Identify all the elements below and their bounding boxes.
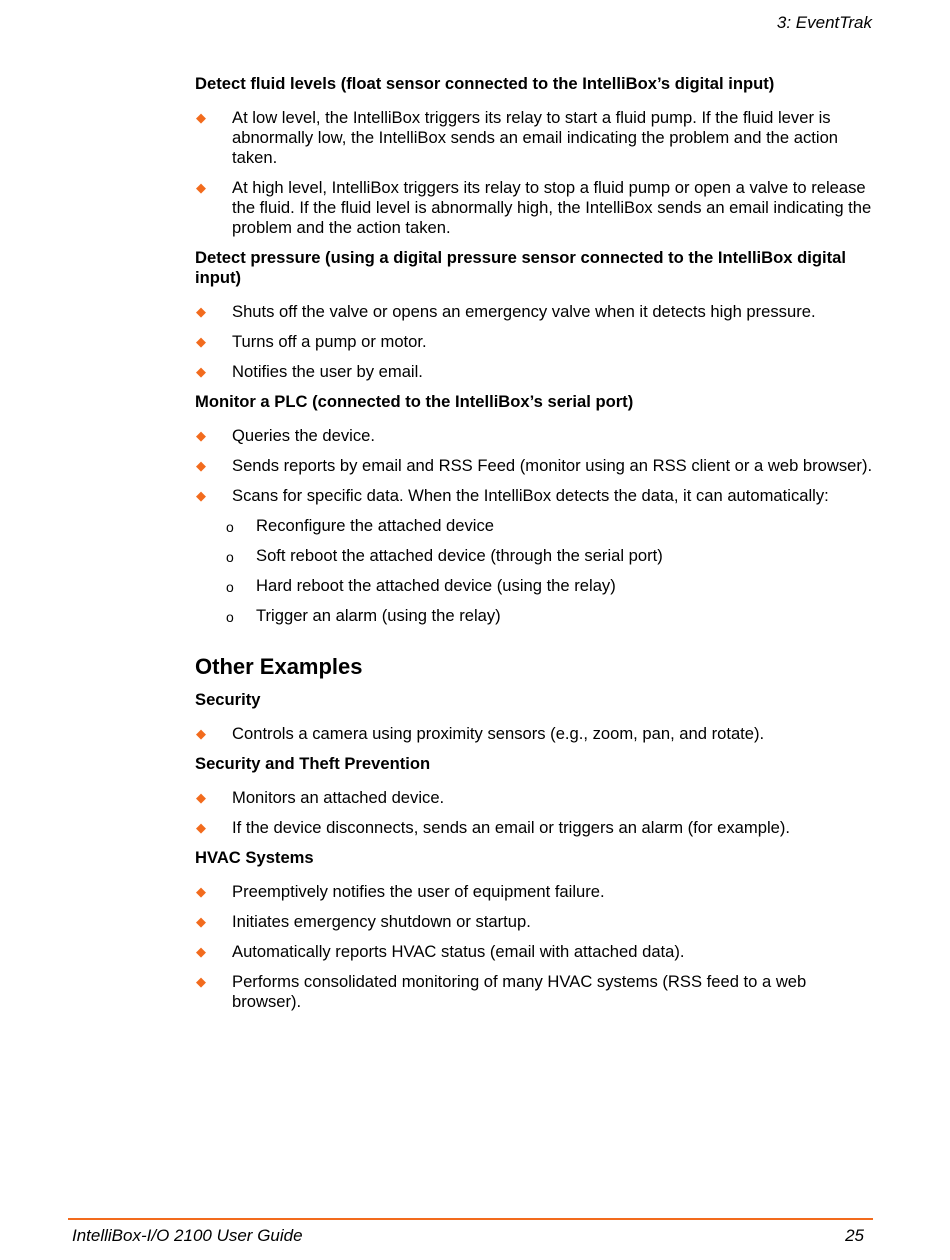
list-item [195, 178, 875, 238]
sub-list-item [195, 516, 875, 536]
list-item-text: Performs consolidated monitoring of many HVAC systems (RSS feed to a web browser). [232, 972, 807, 1011]
diamond-bullet-icon: ◆ [196, 304, 206, 319]
list-item-text: Preemptively notifies the user of equipment failure. [232, 882, 605, 901]
sub-list-item-text: Soft reboot the attached device (through the serial port) [256, 546, 663, 565]
bullet-list-hvac [195, 882, 875, 1012]
circle-bullet-icon: o [226, 549, 234, 565]
list-item [195, 942, 875, 962]
footer-divider [68, 1218, 873, 1220]
list-item [195, 486, 875, 626]
diamond-bullet-icon: ◆ [196, 914, 206, 929]
list-item-text: Sends reports by email and RSS Feed (monitor using an RSS client or a web browser). [232, 456, 873, 475]
list-item [195, 456, 875, 476]
list-item [195, 724, 875, 744]
sub-list-item-text: Trigger an alarm (using the relay) [256, 606, 501, 625]
running-header-chapter: 3: EventTrak [776, 13, 872, 32]
list-item-text: At low level, the IntelliBox triggers its relay to start a fluid pump. If the fluid lever is abnormally low, the IntelliBox sends an email indicating the problem and the action taken. [232, 108, 839, 167]
bullet-list-theft-prevention [195, 788, 875, 838]
list-item [195, 882, 875, 902]
list-item [195, 972, 875, 1012]
list-item [195, 818, 875, 838]
sub-list-plc-actions [195, 516, 875, 626]
section-heading-plc: Monitor a PLC (connected to the IntelliBox’s serial port) [195, 392, 634, 411]
list-item-text: Initiates emergency shutdown or startup. [232, 912, 531, 931]
list-item [195, 912, 875, 932]
list-item-text: At high level, IntelliBox triggers its relay to stop a fluid pump or open a valve to release the fluid. If the fluid level is abnormally high, the IntelliBox sends an email indicating the problem and the action taken. [232, 178, 872, 237]
list-item [195, 302, 875, 322]
diamond-bullet-icon: ◆ [196, 726, 206, 741]
list-item-text: Controls a camera using proximity sensors (e.g., zoom, pan, and rotate). [232, 724, 765, 743]
diamond-bullet-icon: ◆ [196, 110, 206, 125]
list-item-text: If the device disconnects, sends an email or triggers an alarm (for example). [232, 818, 790, 837]
sub-list-item [195, 606, 875, 626]
list-item [195, 426, 875, 446]
circle-bullet-icon: o [226, 519, 234, 535]
bullet-list-pressure [195, 302, 875, 382]
diamond-bullet-icon: ◆ [196, 944, 206, 959]
footer-page-number: 25 [845, 1226, 864, 1245]
bullet-list-plc [195, 426, 875, 626]
list-item-text: Notifies the user by email. [232, 362, 423, 381]
page-content [195, 74, 875, 1022]
circle-bullet-icon: o [226, 579, 234, 595]
diamond-bullet-icon: ◆ [196, 884, 206, 899]
list-item [195, 108, 875, 168]
heading-other-examples: Other Examples [195, 654, 363, 679]
diamond-bullet-icon: ◆ [196, 820, 206, 835]
diamond-bullet-icon: ◆ [196, 428, 206, 443]
section-heading-fluid-levels: Detect fluid levels (float sensor connected to the IntelliBox’s digital input) [195, 74, 775, 93]
bullet-list-fluid-levels [195, 108, 875, 238]
sub-list-item-text: Reconfigure the attached device [256, 516, 495, 535]
diamond-bullet-icon: ◆ [196, 180, 206, 195]
list-item-text: Automatically reports HVAC status (email with attached data). [232, 942, 685, 961]
diamond-bullet-icon: ◆ [196, 974, 206, 989]
section-heading-pressure: Detect pressure (using a digital pressure sensor connected to the IntelliBox digital input) [195, 248, 846, 287]
section-heading-hvac: HVAC Systems [195, 848, 314, 867]
diamond-bullet-icon: ◆ [196, 458, 206, 473]
diamond-bullet-icon: ◆ [196, 488, 206, 503]
section-heading-theft-prevention: Security and Theft Prevention [195, 754, 431, 773]
list-item-text: Scans for specific data. When the IntelliBox detects the data, it can automatically: [232, 486, 829, 505]
list-item [195, 362, 875, 382]
diamond-bullet-icon: ◆ [196, 334, 206, 349]
circle-bullet-icon: o [226, 609, 234, 625]
sub-list-item [195, 576, 875, 596]
list-item [195, 788, 875, 808]
list-item [195, 332, 875, 352]
list-item-text: Turns off a pump or motor. [232, 332, 427, 351]
section-heading-security: Security [195, 690, 261, 709]
sub-list-item [195, 546, 875, 566]
list-item-text: Queries the device. [232, 426, 375, 445]
footer-document-title: IntelliBox-I/O 2100 User Guide [72, 1226, 303, 1245]
list-item-text: Shuts off the valve or opens an emergency valve when it detects high pressure. [232, 302, 816, 321]
list-item-text: Monitors an attached device. [232, 788, 445, 807]
diamond-bullet-icon: ◆ [196, 790, 206, 805]
diamond-bullet-icon: ◆ [196, 364, 206, 379]
sub-list-item-text: Hard reboot the attached device (using the relay) [256, 576, 616, 595]
bullet-list-security [195, 724, 875, 744]
